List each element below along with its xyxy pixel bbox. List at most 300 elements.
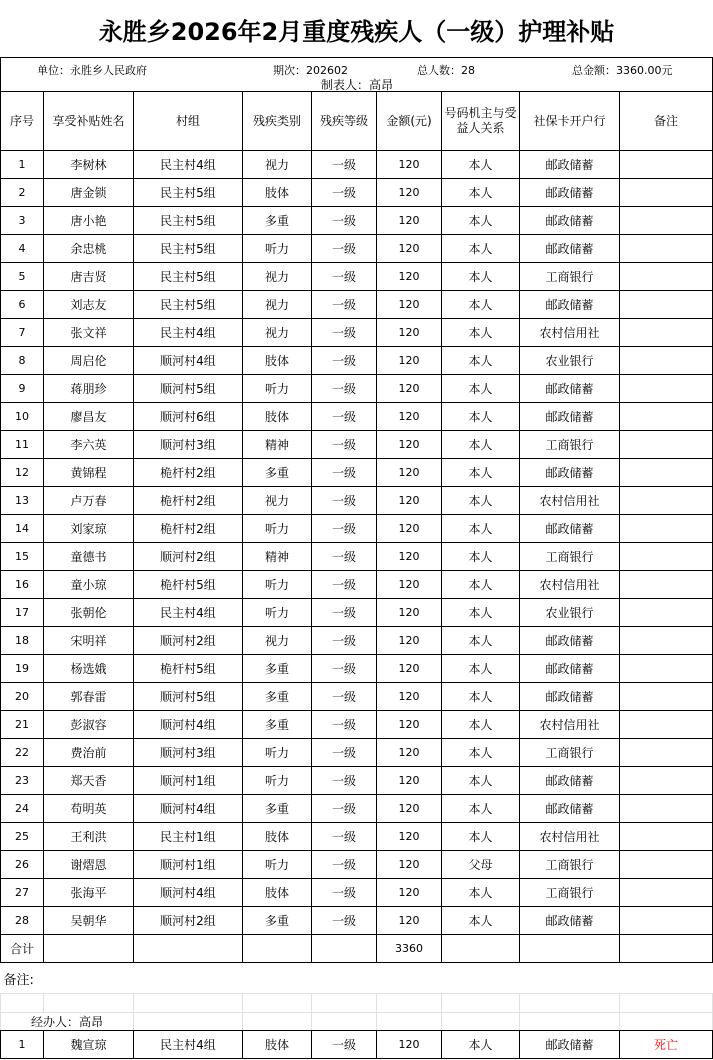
cell-level[interactable]: 一级 bbox=[312, 487, 377, 515]
blank-cell[interactable] bbox=[520, 1013, 620, 1031]
cell-amount[interactable]: 120 bbox=[377, 599, 442, 627]
cell-relation[interactable]: 本人 bbox=[442, 347, 520, 375]
cell-amount[interactable]: 120 bbox=[377, 151, 442, 179]
cell-relation[interactable]: 本人 bbox=[442, 151, 520, 179]
extra-cell-category[interactable]: 肢体 bbox=[243, 1031, 312, 1059]
cell-amount[interactable]: 120 bbox=[377, 179, 442, 207]
cell-level[interactable]: 一级 bbox=[312, 767, 377, 795]
cell-category[interactable]: 多重 bbox=[243, 655, 312, 683]
cell-remark[interactable] bbox=[620, 851, 713, 879]
cell-remark[interactable] bbox=[620, 263, 713, 291]
cell-category[interactable]: 肢体 bbox=[243, 879, 312, 907]
cell-level[interactable]: 一级 bbox=[312, 907, 377, 935]
cell-relation[interactable]: 本人 bbox=[442, 487, 520, 515]
cell-village[interactable]: 顺河村3组 bbox=[134, 739, 243, 767]
cell-category[interactable]: 肢体 bbox=[243, 179, 312, 207]
cell-remark[interactable] bbox=[620, 291, 713, 319]
cell-remark[interactable] bbox=[620, 319, 713, 347]
cell-category[interactable]: 视力 bbox=[243, 487, 312, 515]
cell-category[interactable]: 多重 bbox=[243, 711, 312, 739]
cell-relation[interactable]: 本人 bbox=[442, 459, 520, 487]
cell-level[interactable]: 一级 bbox=[312, 263, 377, 291]
cell-category[interactable]: 多重 bbox=[243, 207, 312, 235]
cell-name[interactable]: 郭春雷 bbox=[44, 683, 134, 711]
cell-seq[interactable]: 17 bbox=[1, 599, 44, 627]
cell-level[interactable]: 一级 bbox=[312, 375, 377, 403]
cell-amount[interactable]: 120 bbox=[377, 347, 442, 375]
cell-village[interactable]: 顺河村2组 bbox=[134, 543, 243, 571]
header-remark: 备注 bbox=[620, 92, 713, 151]
cell-bank[interactable]: 邮政储蓄 bbox=[520, 179, 620, 207]
cell-village[interactable]: 民主村5组 bbox=[134, 207, 243, 235]
cell-level[interactable]: 一级 bbox=[312, 823, 377, 851]
table-row bbox=[1, 571, 713, 599]
blank-cell[interactable] bbox=[134, 994, 243, 1013]
cell-relation[interactable]: 本人 bbox=[442, 291, 520, 319]
cell-bank[interactable]: 邮政储蓄 bbox=[520, 151, 620, 179]
cell-name[interactable]: 王利洪 bbox=[44, 823, 134, 851]
cell-level[interactable]: 一级 bbox=[312, 571, 377, 599]
cell-bank[interactable]: 工商银行 bbox=[520, 851, 620, 879]
cell-remark[interactable] bbox=[620, 235, 713, 263]
extra-cell-amount[interactable]: 120 bbox=[377, 1031, 442, 1059]
cell-amount[interactable]: 120 bbox=[377, 459, 442, 487]
cell-level[interactable]: 一级 bbox=[312, 655, 377, 683]
cell-relation[interactable]: 本人 bbox=[442, 179, 520, 207]
cell-village[interactable]: 顺河村4组 bbox=[134, 347, 243, 375]
cell-remark[interactable] bbox=[620, 907, 713, 935]
cell-remark[interactable] bbox=[620, 739, 713, 767]
cell-relation[interactable]: 本人 bbox=[442, 571, 520, 599]
cell-bank[interactable]: 工商银行 bbox=[520, 739, 620, 767]
blank-cell[interactable] bbox=[243, 994, 312, 1013]
cell-seq[interactable]: 9 bbox=[1, 375, 44, 403]
total-cell-seq[interactable]: 合计 bbox=[1, 935, 44, 963]
cell-seq[interactable]: 18 bbox=[1, 627, 44, 655]
cell-category[interactable]: 多重 bbox=[243, 795, 312, 823]
cell-category[interactable]: 肢体 bbox=[243, 403, 312, 431]
cell-level[interactable]: 一级 bbox=[312, 291, 377, 319]
cell-name[interactable]: 吴朝华 bbox=[44, 907, 134, 935]
cell-village[interactable]: 顺河村5组 bbox=[134, 683, 243, 711]
extra-row bbox=[1, 1031, 713, 1059]
cell-seq[interactable]: 14 bbox=[1, 515, 44, 543]
blank-cell[interactable] bbox=[1, 994, 44, 1013]
cell-level[interactable]: 一级 bbox=[312, 347, 377, 375]
cell-bank[interactable]: 邮政储蓄 bbox=[520, 627, 620, 655]
blank-cell[interactable] bbox=[520, 994, 620, 1013]
cell-remark[interactable] bbox=[620, 431, 713, 459]
cell-village[interactable]: 顺河村4组 bbox=[134, 795, 243, 823]
cell-name[interactable]: 张朝伦 bbox=[44, 599, 134, 627]
cell-amount[interactable]: 120 bbox=[377, 291, 442, 319]
cell-category[interactable]: 精神 bbox=[243, 431, 312, 459]
cell-category[interactable]: 听力 bbox=[243, 235, 312, 263]
cell-name[interactable]: 郑天香 bbox=[44, 767, 134, 795]
cell-bank[interactable]: 农业银行 bbox=[520, 599, 620, 627]
cell-amount[interactable]: 120 bbox=[377, 627, 442, 655]
cell-level[interactable]: 一级 bbox=[312, 851, 377, 879]
cell-amount[interactable]: 120 bbox=[377, 375, 442, 403]
cell-village[interactable]: 顺河村6组 bbox=[134, 403, 243, 431]
extra-cell-name[interactable]: 魏宣琼 bbox=[44, 1031, 134, 1059]
cell-relation[interactable]: 本人 bbox=[442, 907, 520, 935]
cell-amount[interactable]: 120 bbox=[377, 235, 442, 263]
cell-seq[interactable]: 21 bbox=[1, 711, 44, 739]
cell-remark[interactable] bbox=[620, 879, 713, 907]
extra-cell-remark[interactable]: 死亡 bbox=[620, 1031, 713, 1059]
cell-name[interactable]: 彭淑容 bbox=[44, 711, 134, 739]
table-row bbox=[1, 627, 713, 655]
cell-name[interactable]: 童小琼 bbox=[44, 571, 134, 599]
cell-seq[interactable]: 25 bbox=[1, 823, 44, 851]
cell-amount[interactable]: 120 bbox=[377, 571, 442, 599]
cell-remark[interactable] bbox=[620, 627, 713, 655]
cell-seq[interactable]: 26 bbox=[1, 851, 44, 879]
cell-bank[interactable]: 邮政储蓄 bbox=[520, 515, 620, 543]
cell-village[interactable]: 顺河村1组 bbox=[134, 851, 243, 879]
cell-relation[interactable]: 父母 bbox=[442, 851, 520, 879]
cell-amount[interactable]: 120 bbox=[377, 711, 442, 739]
cell-remark[interactable] bbox=[620, 347, 713, 375]
cell-name[interactable]: 张海平 bbox=[44, 879, 134, 907]
cell-seq[interactable]: 6 bbox=[1, 291, 44, 319]
cell-amount[interactable]: 120 bbox=[377, 795, 442, 823]
cell-relation[interactable]: 本人 bbox=[442, 879, 520, 907]
table-row bbox=[1, 711, 713, 739]
cell-category[interactable]: 视力 bbox=[243, 263, 312, 291]
cell-relation[interactable]: 本人 bbox=[442, 263, 520, 291]
cell-remark[interactable] bbox=[620, 683, 713, 711]
cell-level[interactable]: 一级 bbox=[312, 711, 377, 739]
table-row bbox=[1, 767, 713, 795]
cell-village[interactable]: 顺河村4组 bbox=[134, 711, 243, 739]
cell-bank[interactable]: 邮政储蓄 bbox=[520, 459, 620, 487]
handler-row bbox=[1, 1013, 713, 1031]
cell-village[interactable]: 民主村4组 bbox=[134, 151, 243, 179]
cell-village[interactable]: 桅杆村5组 bbox=[134, 571, 243, 599]
extra-cell-level[interactable]: 一级 bbox=[312, 1031, 377, 1059]
cell-remark[interactable] bbox=[620, 179, 713, 207]
cell-amount[interactable]: 120 bbox=[377, 767, 442, 795]
cell-village[interactable]: 民主村1组 bbox=[134, 823, 243, 851]
cell-village[interactable]: 顺河村3组 bbox=[134, 431, 243, 459]
cell-remark[interactable] bbox=[620, 767, 713, 795]
blank-cell[interactable] bbox=[442, 1013, 520, 1031]
cell-seq[interactable]: 22 bbox=[1, 739, 44, 767]
cell-remark[interactable] bbox=[620, 207, 713, 235]
cell-relation[interactable]: 本人 bbox=[442, 319, 520, 347]
cell-bank[interactable]: 工商银行 bbox=[520, 879, 620, 907]
cell-relation[interactable]: 本人 bbox=[442, 515, 520, 543]
cell-bank[interactable]: 农村信用社 bbox=[520, 823, 620, 851]
cell-level[interactable]: 一级 bbox=[312, 319, 377, 347]
cell-bank[interactable]: 邮政储蓄 bbox=[520, 907, 620, 935]
cell-name[interactable]: 蒋朋珍 bbox=[44, 375, 134, 403]
cell-level[interactable]: 一级 bbox=[312, 403, 377, 431]
cell-amount[interactable]: 120 bbox=[377, 319, 442, 347]
cell-bank[interactable]: 邮政储蓄 bbox=[520, 375, 620, 403]
cell-amount[interactable]: 120 bbox=[377, 655, 442, 683]
cell-category[interactable]: 视力 bbox=[243, 319, 312, 347]
cell-remark[interactable] bbox=[620, 711, 713, 739]
cell-relation[interactable]: 本人 bbox=[442, 403, 520, 431]
cell-relation[interactable]: 本人 bbox=[442, 431, 520, 459]
cell-level[interactable]: 一级 bbox=[312, 543, 377, 571]
extra-cell-bank[interactable]: 邮政储蓄 bbox=[520, 1031, 620, 1059]
blank-cell[interactable] bbox=[442, 994, 520, 1013]
cell-category[interactable]: 多重 bbox=[243, 907, 312, 935]
cell-remark[interactable] bbox=[620, 655, 713, 683]
cell-remark[interactable] bbox=[620, 795, 713, 823]
cell-level[interactable]: 一级 bbox=[312, 879, 377, 907]
cell-seq[interactable]: 7 bbox=[1, 319, 44, 347]
cell-level[interactable]: 一级 bbox=[312, 627, 377, 655]
cell-amount[interactable]: 120 bbox=[377, 403, 442, 431]
cell-amount[interactable]: 120 bbox=[377, 487, 442, 515]
cell-village[interactable]: 桅杆村2组 bbox=[134, 515, 243, 543]
total-cell-remark[interactable] bbox=[620, 935, 713, 963]
extra-cell-village[interactable]: 民主村4组 bbox=[134, 1031, 243, 1059]
cell-village[interactable]: 桅杆村2组 bbox=[134, 459, 243, 487]
cell-village[interactable]: 民主村5组 bbox=[134, 179, 243, 207]
cell-seq[interactable]: 2 bbox=[1, 179, 44, 207]
cell-village[interactable]: 顺河村1组 bbox=[134, 767, 243, 795]
blank-cell[interactable] bbox=[312, 1013, 377, 1031]
cell-seq[interactable]: 8 bbox=[1, 347, 44, 375]
cell-bank[interactable]: 邮政储蓄 bbox=[520, 207, 620, 235]
extra-cell-seq[interactable]: 1 bbox=[1, 1031, 44, 1059]
cell-village[interactable]: 民主村5组 bbox=[134, 235, 243, 263]
cell-remark[interactable] bbox=[620, 571, 713, 599]
cell-category[interactable]: 听力 bbox=[243, 599, 312, 627]
cell-bank[interactable]: 农村信用社 bbox=[520, 319, 620, 347]
cell-seq[interactable]: 20 bbox=[1, 683, 44, 711]
cell-category[interactable]: 精神 bbox=[243, 543, 312, 571]
cell-village[interactable]: 桅杆村5组 bbox=[134, 655, 243, 683]
table-row bbox=[1, 431, 713, 459]
cell-remark[interactable] bbox=[620, 151, 713, 179]
cell-name[interactable]: 卢万春 bbox=[44, 487, 134, 515]
cell-remark[interactable] bbox=[620, 459, 713, 487]
cell-name[interactable]: 童德书 bbox=[44, 543, 134, 571]
cell-bank[interactable]: 工商银行 bbox=[520, 263, 620, 291]
cell-remark[interactable] bbox=[620, 403, 713, 431]
cell-remark[interactable] bbox=[620, 375, 713, 403]
cell-category[interactable]: 视力 bbox=[243, 627, 312, 655]
table-row bbox=[1, 459, 713, 487]
cell-name[interactable]: 张文祥 bbox=[44, 319, 134, 347]
cell-relation[interactable]: 本人 bbox=[442, 655, 520, 683]
cell-name[interactable]: 刘家琼 bbox=[44, 515, 134, 543]
cell-name[interactable]: 费治前 bbox=[44, 739, 134, 767]
total-cell-bank[interactable] bbox=[520, 935, 620, 963]
cell-bank[interactable]: 邮政储蓄 bbox=[520, 403, 620, 431]
cell-seq[interactable]: 12 bbox=[1, 459, 44, 487]
cell-level[interactable]: 一级 bbox=[312, 179, 377, 207]
cell-seq[interactable]: 24 bbox=[1, 795, 44, 823]
blank-cell[interactable] bbox=[243, 1013, 312, 1031]
cell-seq[interactable]: 23 bbox=[1, 767, 44, 795]
cell-relation[interactable]: 本人 bbox=[442, 823, 520, 851]
blank-cell[interactable] bbox=[312, 994, 377, 1013]
cell-name[interactable]: 宋明祥 bbox=[44, 627, 134, 655]
cell-category[interactable]: 听力 bbox=[243, 739, 312, 767]
cell-village[interactable]: 民主村4组 bbox=[134, 319, 243, 347]
total-cell-relation[interactable] bbox=[442, 935, 520, 963]
cell-name[interactable]: 唐小艳 bbox=[44, 207, 134, 235]
cell-seq[interactable]: 3 bbox=[1, 207, 44, 235]
cell-amount[interactable]: 120 bbox=[377, 907, 442, 935]
cell-amount[interactable]: 120 bbox=[377, 879, 442, 907]
cell-amount[interactable]: 120 bbox=[377, 823, 442, 851]
cell-amount[interactable]: 120 bbox=[377, 431, 442, 459]
cell-name[interactable]: 余忠桃 bbox=[44, 235, 134, 263]
blank-cell[interactable] bbox=[377, 994, 442, 1013]
cell-level[interactable]: 一级 bbox=[312, 207, 377, 235]
total-cell-village[interactable] bbox=[134, 935, 243, 963]
cell-relation[interactable]: 本人 bbox=[442, 795, 520, 823]
cell-name[interactable]: 唐金锁 bbox=[44, 179, 134, 207]
cell-category[interactable]: 听力 bbox=[243, 375, 312, 403]
cell-bank[interactable]: 邮政储蓄 bbox=[520, 795, 620, 823]
cell-seq[interactable]: 4 bbox=[1, 235, 44, 263]
blank-cell[interactable] bbox=[134, 1013, 243, 1031]
cell-relation[interactable]: 本人 bbox=[442, 599, 520, 627]
cell-category[interactable]: 听力 bbox=[243, 571, 312, 599]
cell-amount[interactable]: 120 bbox=[377, 543, 442, 571]
blank-cell[interactable] bbox=[377, 1013, 442, 1031]
cell-bank[interactable]: 邮政储蓄 bbox=[520, 767, 620, 795]
cell-seq[interactable]: 5 bbox=[1, 263, 44, 291]
cell-relation[interactable]: 本人 bbox=[442, 543, 520, 571]
cell-seq[interactable]: 28 bbox=[1, 907, 44, 935]
cell-amount[interactable]: 120 bbox=[377, 263, 442, 291]
cell-category[interactable]: 听力 bbox=[243, 515, 312, 543]
cell-bank[interactable]: 邮政储蓄 bbox=[520, 291, 620, 319]
blank-cell[interactable] bbox=[44, 994, 134, 1013]
cell-category[interactable]: 听力 bbox=[243, 851, 312, 879]
cell-remark[interactable] bbox=[620, 823, 713, 851]
cell-level[interactable]: 一级 bbox=[312, 459, 377, 487]
cell-relation[interactable]: 本人 bbox=[442, 627, 520, 655]
cell-name[interactable]: 谢熠恩 bbox=[44, 851, 134, 879]
cell-bank[interactable]: 邮政储蓄 bbox=[520, 235, 620, 263]
cell-category[interactable]: 多重 bbox=[243, 459, 312, 487]
cell-category[interactable]: 视力 bbox=[243, 291, 312, 319]
cell-name[interactable]: 李树林 bbox=[44, 151, 134, 179]
cell-village[interactable]: 顺河村4组 bbox=[134, 879, 243, 907]
cell-bank[interactable]: 邮政储蓄 bbox=[520, 655, 620, 683]
cell-level[interactable]: 一级 bbox=[312, 235, 377, 263]
cell-level[interactable]: 一级 bbox=[312, 739, 377, 767]
cell-amount[interactable]: 120 bbox=[377, 207, 442, 235]
cell-relation[interactable]: 本人 bbox=[442, 683, 520, 711]
cell-category[interactable]: 肢体 bbox=[243, 823, 312, 851]
cell-amount[interactable]: 120 bbox=[377, 683, 442, 711]
cell-name[interactable]: 廖昌友 bbox=[44, 403, 134, 431]
cell-category[interactable]: 听力 bbox=[243, 767, 312, 795]
total-cell-amount[interactable]: 3360 bbox=[377, 935, 442, 963]
cell-village[interactable]: 民主村5组 bbox=[134, 291, 243, 319]
cell-bank[interactable]: 农村信用社 bbox=[520, 487, 620, 515]
cell-name[interactable]: 苟明英 bbox=[44, 795, 134, 823]
notes-label: 备注: bbox=[1, 963, 713, 994]
cell-bank[interactable]: 农村信用社 bbox=[520, 571, 620, 599]
cell-level[interactable]: 一级 bbox=[312, 515, 377, 543]
cell-amount[interactable]: 120 bbox=[377, 739, 442, 767]
blank-cell[interactable] bbox=[620, 1013, 713, 1031]
cell-relation[interactable]: 本人 bbox=[442, 739, 520, 767]
cell-bank[interactable]: 工商银行 bbox=[520, 431, 620, 459]
cell-name[interactable]: 唐吉贤 bbox=[44, 263, 134, 291]
cell-seq[interactable]: 13 bbox=[1, 487, 44, 515]
cell-seq[interactable]: 15 bbox=[1, 543, 44, 571]
cell-bank[interactable]: 农村信用社 bbox=[520, 711, 620, 739]
cell-remark[interactable] bbox=[620, 515, 713, 543]
total-cell-level[interactable] bbox=[312, 935, 377, 963]
cell-seq[interactable]: 16 bbox=[1, 571, 44, 599]
cell-seq[interactable]: 1 bbox=[1, 151, 44, 179]
cell-name[interactable]: 黄锦程 bbox=[44, 459, 134, 487]
cell-remark[interactable] bbox=[620, 543, 713, 571]
cell-village[interactable]: 民主村4组 bbox=[134, 599, 243, 627]
cell-relation[interactable]: 本人 bbox=[442, 235, 520, 263]
cell-name[interactable]: 杨选娥 bbox=[44, 655, 134, 683]
cell-remark[interactable] bbox=[620, 599, 713, 627]
cell-village[interactable]: 顺河村2组 bbox=[134, 627, 243, 655]
cell-relation[interactable]: 本人 bbox=[442, 207, 520, 235]
table-row bbox=[1, 151, 713, 179]
cell-category[interactable]: 视力 bbox=[243, 151, 312, 179]
cell-seq[interactable]: 10 bbox=[1, 403, 44, 431]
cell-level[interactable]: 一级 bbox=[312, 795, 377, 823]
cell-seq[interactable]: 27 bbox=[1, 879, 44, 907]
cell-name[interactable]: 李六英 bbox=[44, 431, 134, 459]
cell-village[interactable]: 民主村5组 bbox=[134, 263, 243, 291]
cell-relation[interactable]: 本人 bbox=[442, 711, 520, 739]
cell-category[interactable]: 肢体 bbox=[243, 347, 312, 375]
table-row bbox=[1, 907, 713, 935]
header-bank: 社保卡开户行 bbox=[520, 92, 620, 151]
cell-bank[interactable]: 工商银行 bbox=[520, 543, 620, 571]
cell-name[interactable]: 周启伦 bbox=[44, 347, 134, 375]
cell-level[interactable]: 一级 bbox=[312, 599, 377, 627]
cell-name[interactable]: 刘志友 bbox=[44, 291, 134, 319]
cell-relation[interactable]: 本人 bbox=[442, 375, 520, 403]
cell-village[interactable]: 顺河村2组 bbox=[134, 907, 243, 935]
cell-amount[interactable]: 120 bbox=[377, 515, 442, 543]
table-row bbox=[1, 291, 713, 319]
cell-village[interactable]: 桅杆村2组 bbox=[134, 487, 243, 515]
cell-seq[interactable]: 19 bbox=[1, 655, 44, 683]
cell-amount[interactable]: 120 bbox=[377, 851, 442, 879]
cell-bank[interactable]: 农业银行 bbox=[520, 347, 620, 375]
cell-village[interactable]: 顺河村5组 bbox=[134, 375, 243, 403]
cell-bank[interactable]: 邮政储蓄 bbox=[520, 683, 620, 711]
cell-level[interactable]: 一级 bbox=[312, 683, 377, 711]
total-cell-category[interactable] bbox=[243, 935, 312, 963]
total-cell-name[interactable] bbox=[44, 935, 134, 963]
extra-cell-relation[interactable]: 本人 bbox=[442, 1031, 520, 1059]
cell-level[interactable]: 一级 bbox=[312, 431, 377, 459]
cell-seq[interactable]: 11 bbox=[1, 431, 44, 459]
blank-cell[interactable] bbox=[620, 994, 713, 1013]
cell-category[interactable]: 多重 bbox=[243, 683, 312, 711]
cell-remark[interactable] bbox=[620, 487, 713, 515]
cell-relation[interactable]: 本人 bbox=[442, 767, 520, 795]
cell-level[interactable]: 一级 bbox=[312, 151, 377, 179]
